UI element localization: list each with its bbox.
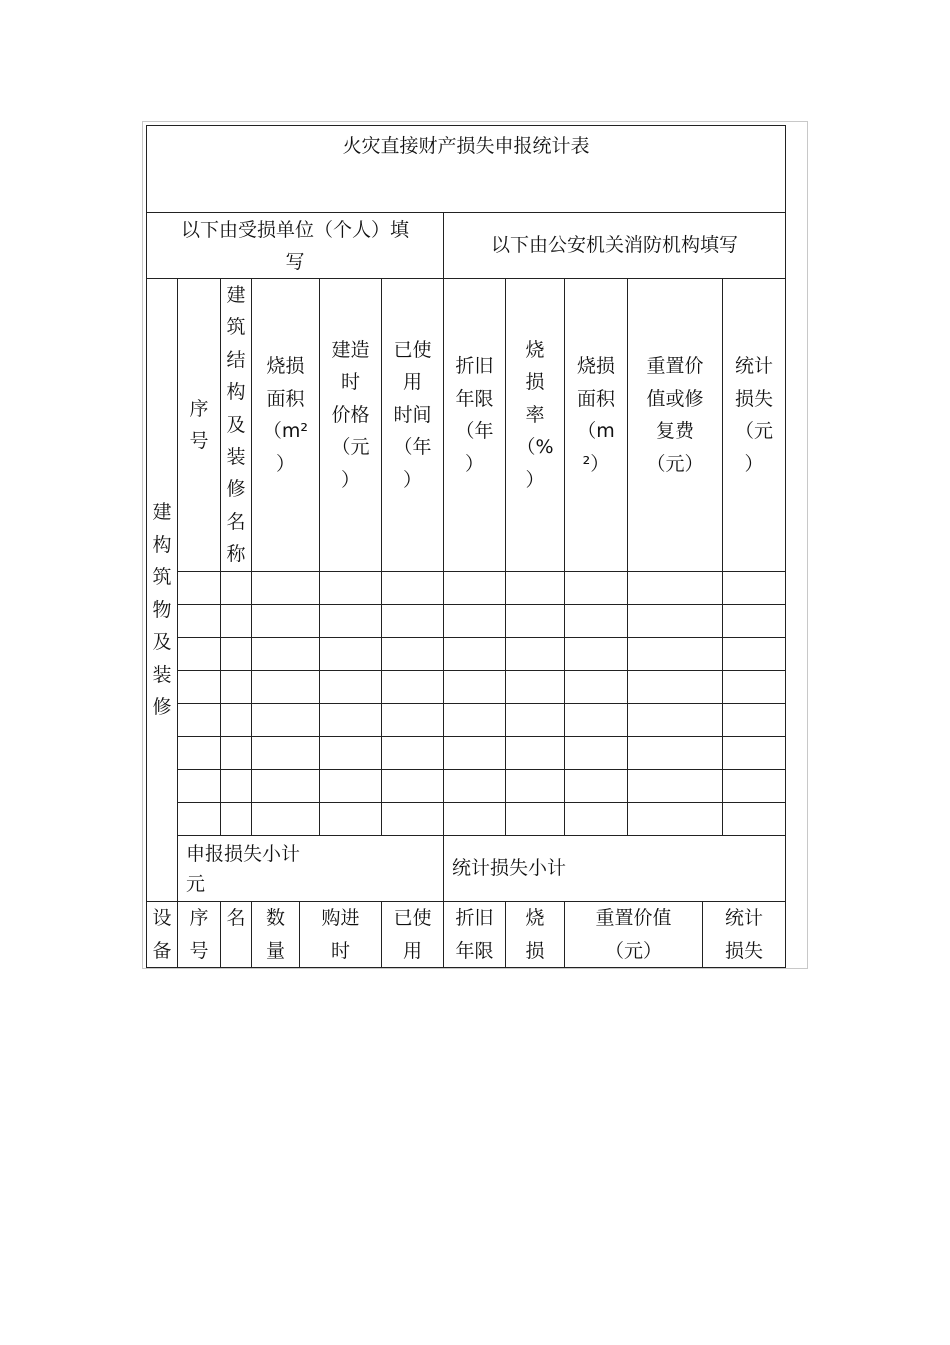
header-burn-area: 烧损 面积 （m² ）	[251, 278, 320, 572]
building-data-cell	[251, 571, 320, 605]
building-data-cell	[627, 670, 723, 704]
building-data-cell	[220, 736, 252, 770]
building-data-cell	[505, 670, 565, 704]
building-data-cell	[220, 604, 252, 638]
building-data-cell	[177, 571, 221, 605]
header-burn-rate: 烧 损 率 （% ）	[505, 278, 565, 572]
header-depreciation-years: 折旧 年限 （年 ）	[443, 278, 506, 572]
building-data-cell	[251, 703, 320, 737]
building-data-cell	[381, 637, 444, 671]
building-data-cell	[722, 769, 786, 803]
building-data-cell	[220, 670, 252, 704]
building-data-cell	[251, 637, 320, 671]
building-data-cell	[627, 703, 723, 737]
equip-header-name: 名	[220, 901, 252, 968]
header-build-price: 建造 时 价格 （元 ）	[319, 278, 382, 572]
building-data-cell	[443, 703, 506, 737]
building-data-cell	[220, 637, 252, 671]
equip-header-reset-value: 重置价值 （元）	[564, 901, 703, 968]
building-data-cell	[381, 670, 444, 704]
building-data-cell	[177, 769, 221, 803]
building-data-cell	[319, 571, 382, 605]
building-data-cell	[381, 736, 444, 770]
building-data-cell	[381, 703, 444, 737]
building-data-cell	[220, 769, 252, 803]
section-header-left: 以下由受损单位（个人）填 写	[146, 212, 444, 279]
building-data-cell	[220, 802, 252, 836]
building-data-cell	[505, 736, 565, 770]
building-data-cell	[319, 769, 382, 803]
building-data-cell	[564, 769, 628, 803]
building-data-cell	[443, 670, 506, 704]
header-burn-area-2: 烧损 面积 （m ²）	[564, 278, 628, 572]
building-data-cell	[627, 604, 723, 638]
equip-header-used: 已使 用	[381, 901, 444, 968]
building-data-cell	[381, 802, 444, 836]
equip-header-seq: 序 号	[177, 901, 221, 968]
declared-loss-subtotal: 申报损失小计 元	[177, 835, 444, 902]
building-data-cell	[381, 604, 444, 638]
building-data-cell	[319, 670, 382, 704]
equip-header-loss: 统计 损失	[702, 901, 786, 968]
building-data-cell	[220, 571, 252, 605]
building-data-cell	[627, 637, 723, 671]
building-data-cell	[627, 769, 723, 803]
header-used-time: 已使 用 时间 （年 ）	[381, 278, 444, 572]
building-category-label: 建 构 筑 物 及 装 修	[146, 278, 178, 902]
building-data-cell	[319, 604, 382, 638]
building-data-cell	[722, 604, 786, 638]
building-data-cell	[251, 736, 320, 770]
building-data-cell	[177, 604, 221, 638]
building-data-cell	[722, 571, 786, 605]
building-data-cell	[627, 802, 723, 836]
building-data-cell	[177, 736, 221, 770]
building-data-cell	[319, 703, 382, 737]
building-data-cell	[319, 637, 382, 671]
building-data-cell	[722, 802, 786, 836]
building-data-cell	[319, 736, 382, 770]
building-data-cell	[443, 802, 506, 836]
building-data-cell	[564, 802, 628, 836]
building-data-cell	[722, 637, 786, 671]
report-sheet	[142, 121, 808, 969]
equipment-category-label: 设 备	[146, 901, 178, 968]
building-data-cell	[722, 670, 786, 704]
building-data-cell	[564, 670, 628, 704]
equip-header-burn: 烧 损	[505, 901, 565, 968]
form-title: 火灾直接财产损失申报统计表	[146, 125, 786, 213]
building-data-cell	[443, 769, 506, 803]
building-data-cell	[505, 571, 565, 605]
building-data-cell	[443, 736, 506, 770]
building-data-cell	[381, 769, 444, 803]
building-data-cell	[564, 736, 628, 770]
building-data-cell	[443, 637, 506, 671]
building-data-cell	[564, 703, 628, 737]
building-data-cell	[319, 802, 382, 836]
building-data-cell	[564, 637, 628, 671]
building-data-cell	[177, 703, 221, 737]
building-data-cell	[177, 670, 221, 704]
building-data-cell	[251, 769, 320, 803]
building-data-cell	[220, 703, 252, 737]
building-data-cell	[177, 637, 221, 671]
building-data-cell	[505, 769, 565, 803]
header-seq: 序 号	[177, 278, 221, 572]
building-data-cell	[443, 571, 506, 605]
building-data-cell	[627, 736, 723, 770]
building-data-cell	[564, 571, 628, 605]
building-data-cell	[177, 802, 221, 836]
building-data-cell	[251, 802, 320, 836]
header-reset-value: 重置价 值或修 复费 （元）	[627, 278, 723, 572]
building-data-cell	[381, 571, 444, 605]
building-data-cell	[251, 670, 320, 704]
building-data-cell	[722, 736, 786, 770]
header-structure-name: 建 筑 结 构 及 装 修 名 称	[220, 278, 252, 572]
building-data-cell	[505, 703, 565, 737]
building-data-cell	[627, 571, 723, 605]
statistical-loss-subtotal: 统计损失小计	[443, 835, 786, 902]
equip-header-quantity: 数 量	[251, 901, 300, 968]
building-data-cell	[564, 604, 628, 638]
building-data-cell	[505, 802, 565, 836]
equip-header-purchase: 购进 时	[299, 901, 382, 968]
building-data-cell	[505, 604, 565, 638]
building-data-cell	[505, 637, 565, 671]
building-data-cell	[722, 703, 786, 737]
header-statistical-loss: 统计 损失 （元 ）	[722, 278, 786, 572]
section-header-right: 以下由公安机关消防机构填写	[443, 212, 786, 279]
building-data-cell	[251, 604, 320, 638]
equip-header-depreciation: 折旧 年限	[443, 901, 506, 968]
building-data-cell	[443, 604, 506, 638]
